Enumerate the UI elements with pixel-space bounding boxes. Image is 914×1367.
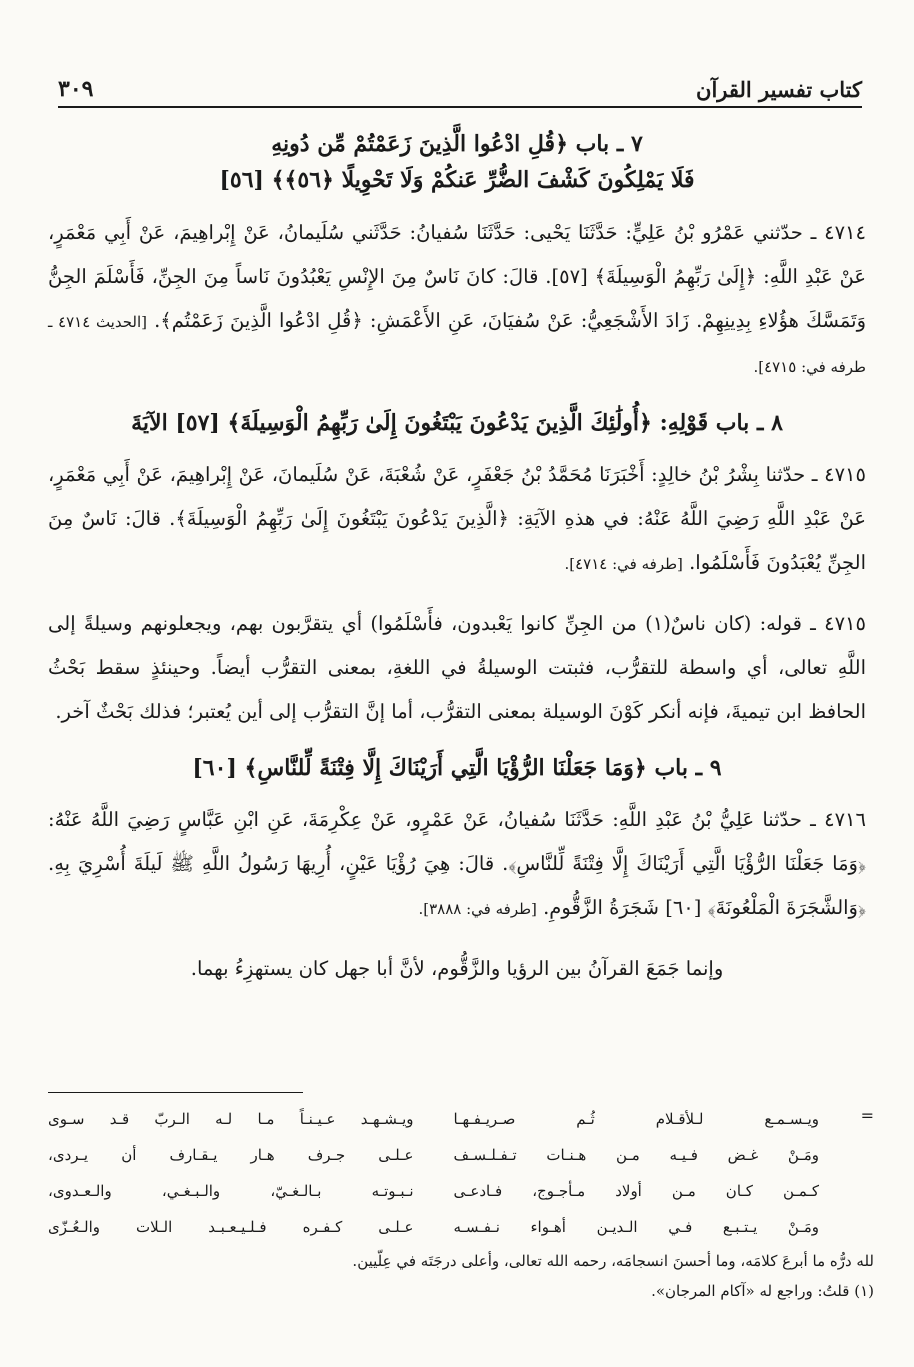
hadith-ref: [طرفه في: ٣٨٨٨].	[418, 900, 537, 919]
chapter-heading-line: فَلَا يَمْلِكُونَ كَشْفَ الضُّرِّ عَنكُمْ وَلَا تَحْوِيلًا ﴿٥٦﴾﴾ [٥٦]	[219, 167, 695, 194]
footnote-text: قلتُ: وراجع له «آكام المرجان».	[651, 1282, 850, 1300]
verse-hemistich: ومَـنْ يـتـبـع فـي الـديـن أهـواء نـفـسـه	[453, 1218, 819, 1236]
main-text	[48, 118, 866, 1007]
verse-hemistich: نـبـوتـه بـالـغـيّ، والـبـغـي، والـعـدوى،	[48, 1182, 414, 1200]
verse-hemistich: عـلـى كـفـره فـلـيـعـبـد الـلات والـعُـزّى	[48, 1218, 414, 1236]
page-number: ٣٠٩	[58, 76, 94, 102]
footnotes	[48, 1106, 874, 1304]
poem-verses	[48, 1106, 874, 1240]
page-header	[58, 62, 862, 108]
footnote-separator	[48, 1092, 303, 1093]
hadith-4716	[48, 798, 866, 931]
verse-hemistich: ويـسـمـع لـلأقـلام ثُـم صـريـفـهـا	[453, 1110, 819, 1128]
book-title: كتاب تفسير القرآن	[696, 77, 862, 102]
chapter-heading-7	[48, 126, 866, 199]
chapter-heading-line: ٨ ـ باب قَوْلِهِ: ﴿أُولَٰئِكَ الَّذِينَ يَدْعُونَ يَبْتَغُونَ إِلَىٰ رَبِّهِمُ الْوَسِيلَةَ﴾ [٥٧] الآيَةَ	[131, 409, 783, 436]
hadith-4714	[48, 211, 866, 389]
commentary-4715	[48, 602, 866, 734]
commentary-4716	[48, 947, 866, 991]
verse-hemistich: ويـشـهـد عـيـنـاً مـا لـه الـربّ قـد سـوى	[48, 1110, 414, 1128]
commentary-text: ٤٧١٥ ـ قوله: (كان ناسٌ(١) من الجِنِّ كانوا يَعْبدون، فأَسْلَمُوا) أي يتقرَّبون بهم، ويجعلونهم وسيلةً إلى اللَّهِ تعالى، أي واسطة للتقرُّب، فثبتت الوسيلةُ في اللغةِ، بمعنى التقرُّب أيضاً. وحينئذٍ سقط بَحْثُ الحافظ ابن تيميةَ، فإنه أنكر كَوْنَ الوسيلة بمعنى التقرُّب، أما إنَّ التقرُّب إلى أين يُعتبر؛ فذلك بَحْثٌ آخر.	[48, 611, 866, 723]
verse-hemistich: ومَـنْ غـض فـيـه مـن هـنـات تـفـلـسـف	[453, 1146, 819, 1164]
footnote-marker: (١)	[854, 1282, 874, 1300]
commentary-text: وإنما جَمَعَ القرآنُ بين الرؤيا والزَّقُّوم، لأنَّ أبا جهل كان يستهزِءُ بهما.	[190, 957, 724, 981]
footnote-1	[48, 1278, 874, 1304]
verse-hemistich: عـلـى جـرف هـار يـقـارف أن يـردى،	[48, 1146, 414, 1164]
chapter-heading-8	[48, 405, 866, 441]
hadith-ref: [طرفه في: ٤٧١٤].	[564, 554, 683, 573]
hadith-ref: [الحديث ٤٧١٤ ـ طرفه في: ٤٧١٥].	[48, 312, 866, 376]
hadith-text: ٤٧١٥ ـ حدّثنا بِشْرُ بْنُ خالِدٍ: أَخْبَرَنَا مُحَمَّدُ بْنُ جَعْفَرٍ، عَنْ شُعْبَةَ، عَنْ سُلَيمانَ، عَنْ إِبْراهِيمَ، عَنْ أَبِي مَعْمَرٍ، عَنْ عَبْدِ اللَّهِ رَضِيَ اللَّهُ عَنْهُ: في هذهِ الآيَةِ: ﴿الَّذِينَ يَدْعُونَ يَبْتَغُونَ إِلَىٰ رَبِّهِمُ الْوَسِيلَةَ﴾. قالَ: نَاسٌ مِنَ الجِنِّ يُعْبَدُونَ فَأَسْلَمُوا.	[48, 462, 866, 574]
hadith-4715	[48, 453, 866, 586]
footnote-closing: لله درُّه ما أبرعَ كلامَه، وما أحسنَ انسجامَه، رحمه الله تعالى، وأعلى درجَتَه في عِلّيين.	[352, 1252, 874, 1270]
continuation-mark: =	[860, 1106, 874, 1125]
hadith-text: ٤٧١٤ ـ حدّثني عَمْرُو بْنُ عَلِيٍّ: حَدَّثَنَا يَحْيى: حَدَّثَنَا سُفيانُ: حَدَّثَني سُلَيمانُ، عَنْ إِبْراهِيمَ، عَنْ أَبِي مَعْمَرٍ، عَنْ عَبْدِ اللَّهِ: ﴿إِلَىٰ رَبِّهِمُ الْوَسِيلَةَ﴾ [٥٧]. قالَ: كانَ نَاسٌ مِنَ الإِنْسِ يَعْبُدُونَ نَاساً مِنَ الجِنِّ، فَأَسْلَمَ الجِنُّ وَتَمَسَّكَ هؤُلاءِ بِدِينِهِمْ. زَادَ الأَشْجَعِيُّ: عَنْ سُفيَانَ، عَنِ الأَعْمَشِ: ﴿قُلِ ادْعُوا الَّذِينَ زَعَمْتُم﴾.	[48, 220, 867, 332]
chapter-heading-line: ٩ ـ باب ﴿وَمَا جَعَلْنَا الرُّؤْيَا الَّتِي أَرَيْنَاكَ إِلَّا فِتْنَةً لِّلنَّاسِ﴾ [٦٠]	[192, 754, 722, 781]
hadith-text: ٤٧١٦ ـ حدّثنا عَلِيُّ بْنُ عَبْدِ اللَّهِ: حَدَّثَنَا سُفيانُ، عَنْ عَمْرٍو، عَنْ عِكْرِمَةَ، عَنِ ابْنِ عَبَّاسٍ رَضِيَ اللَّهُ عَنْهُ: ﴿وَمَا جَعَلْنَا الرُّؤْيَا الَّتِي أَرَيْنَاكَ إِلَّا فِتْنَةً لِّلنَّاسِ﴾. قالَ: هِيَ رُؤْيَا عَيْنٍ، أُرِيهَا رَسُولُ اللَّهِ ﷺ لَيلَةَ أُسْرِيَ بِهِ. ﴿وَالشَّجَرَةَ الْمَلْعُونَةَ﴾ [٦٠] شَجَرَةُ الزَّقُّومِ.	[48, 808, 866, 920]
chapter-heading-line: ٧ ـ باب ﴿قُلِ ادْعُوا الَّذِينَ زَعَمْتُمْ مِّن دُونِهِ	[271, 131, 643, 157]
chapter-heading-9	[48, 750, 866, 786]
verse-hemistich: كـمـن كـان مـن أولاد مـأجـوج، فـادعـى	[453, 1182, 819, 1200]
